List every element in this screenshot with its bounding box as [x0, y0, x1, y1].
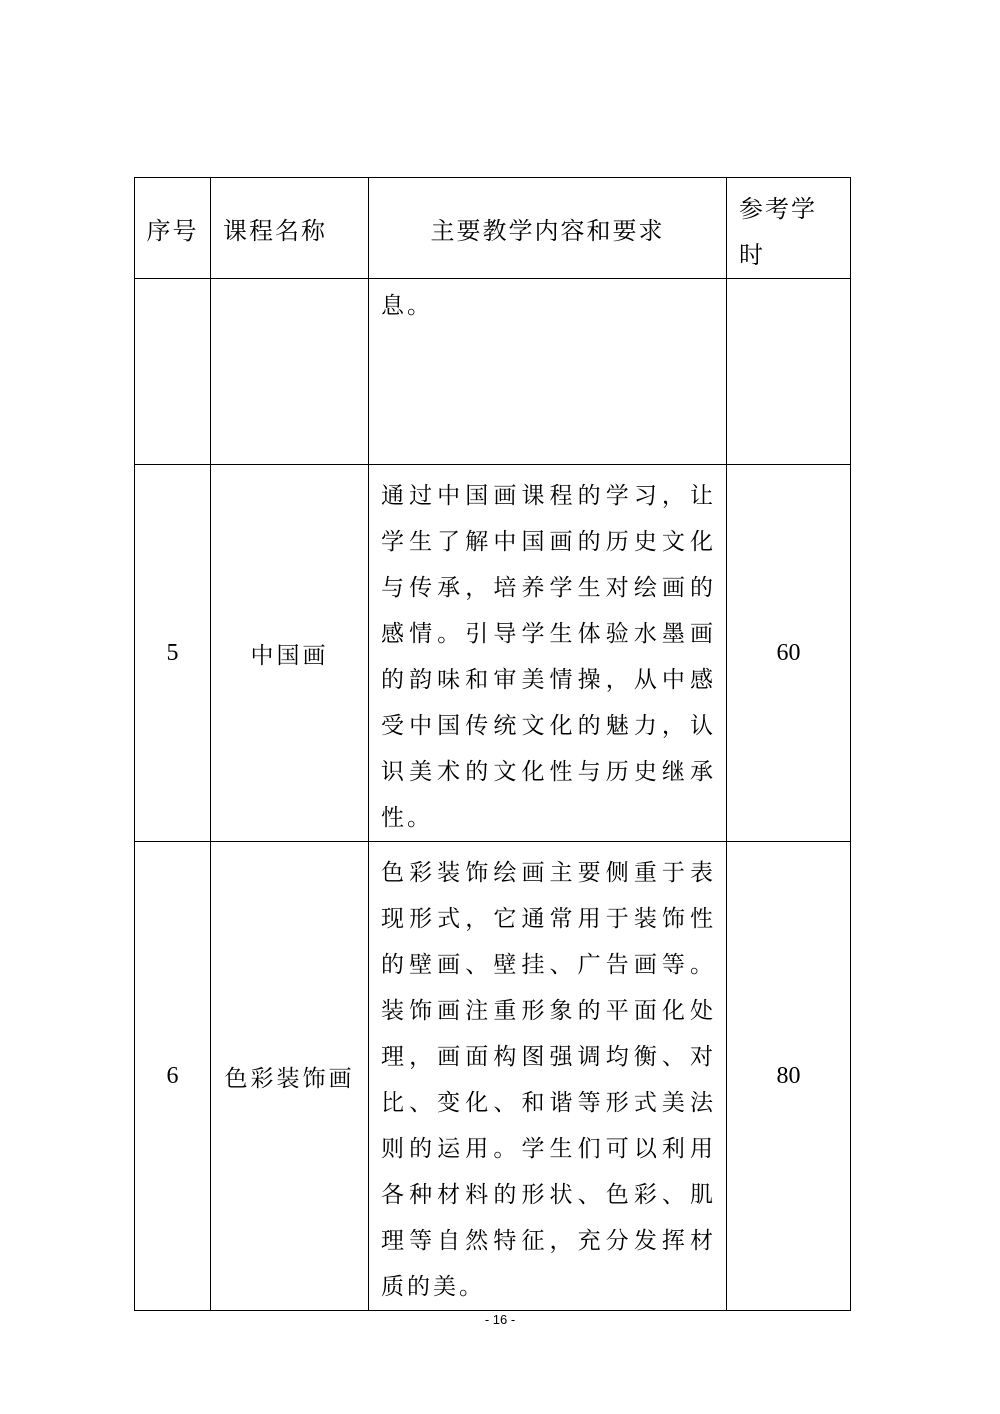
- course-name-cell: 色彩装饰画: [211, 842, 369, 1311]
- course-name-cell: [211, 279, 369, 465]
- header-course-name: 课程名称: [211, 178, 369, 279]
- content-cell: 通过中国画课程的学习，让学生了解中国画的历史文化与传承，培养学生对绘画的感情。引导学生体验水墨画的韵味和审美情操，从中感受中国传统文化的魅力，认识美术的文化性与历史继承性。: [369, 465, 727, 842]
- content-cell: 息。: [369, 279, 727, 465]
- table-header-row: [135, 178, 851, 279]
- course-table: [134, 177, 851, 1311]
- course-name-cell: 中国画: [211, 465, 369, 842]
- seq-cell: 6: [135, 842, 211, 1311]
- hours-cell: [727, 279, 851, 465]
- page-number: - 16 -: [484, 1312, 516, 1327]
- table-row: [135, 279, 851, 465]
- hours-cell: 60: [727, 465, 851, 842]
- hours-cell: 80: [727, 842, 851, 1311]
- table-row: [135, 465, 851, 842]
- header-content: 主要教学内容和要求: [369, 178, 727, 279]
- header-hours: 参考学时: [727, 178, 851, 279]
- seq-cell: [135, 279, 211, 465]
- seq-cell: 5: [135, 465, 211, 842]
- content-cell: 色彩装饰绘画主要侧重于表现形式，它通常用于装饰性的壁画、壁挂、广告画等。装饰画注重形象的平面化处理，画面构图强调均衡、对比、变化、和谐等形式美法则的运用。学生们可以利用各种材料的形状、色彩、肌理等自然特征，充分发挥材质的美。: [369, 842, 727, 1311]
- table-row: [135, 842, 851, 1311]
- header-seq: 序号: [135, 178, 211, 279]
